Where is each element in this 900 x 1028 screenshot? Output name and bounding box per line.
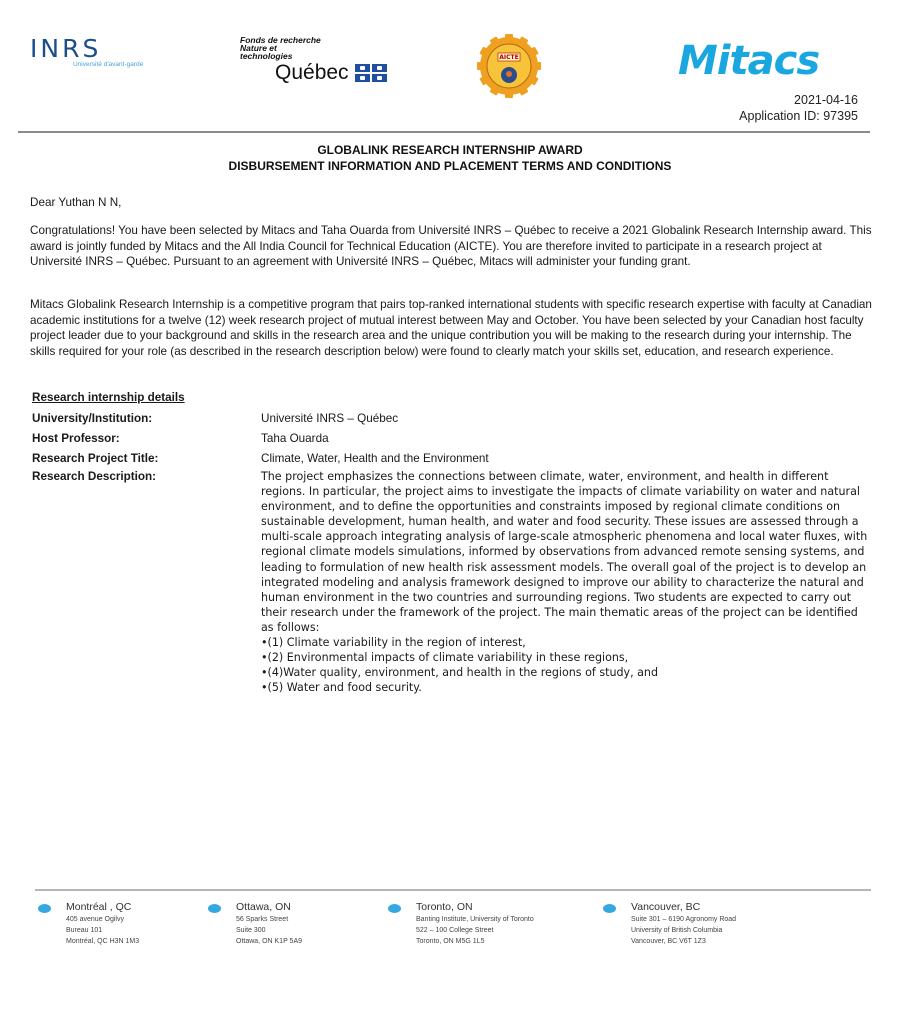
list-item: • (2) Environmental impacts of climate variability in these regions, bbox=[261, 650, 872, 665]
office-address-line: University of British Columbia bbox=[631, 927, 723, 934]
location-dot-icon bbox=[603, 904, 616, 913]
office-address-line: 56 Sparks Street bbox=[236, 916, 289, 923]
paragraph-congratulations: Congratulations! You have been selected by Mitacs and Taha Ouarda from Université INRS – Québec to receive a 2021 Globalink Research Internship award. This award is jointly funded by Mitacs and the All India Council for Technical Education (AICTE). You are therefore invited to participate in a research project at Université INRS – Québec. Pursuant to an agreement with Université INRS – Québec, Mitacs will administer your funding grant. bbox=[30, 224, 872, 269]
application-id: Application ID: 97395 bbox=[739, 109, 858, 123]
location-dot-icon bbox=[388, 904, 401, 913]
mitacs-logo: Mitacs bbox=[678, 38, 820, 84]
detail-value: Université INRS – Québec bbox=[261, 412, 399, 425]
office-address-line: Bureau 101 bbox=[66, 927, 103, 934]
frq-line3: technologies bbox=[240, 51, 293, 61]
letter-date: 2021-04-16 bbox=[794, 93, 858, 107]
salutation: Dear Yuthan N N, bbox=[30, 196, 122, 209]
detail-value: Climate, Water, Health and the Environment bbox=[261, 452, 489, 465]
title-line-1: GLOBALINK RESEARCH INTERNSHIP AWARD bbox=[317, 143, 583, 157]
details-heading: Research internship details bbox=[32, 391, 185, 404]
document-title bbox=[0, 142, 900, 174]
office-city: Ottawa, ON bbox=[236, 901, 291, 913]
office-address-line: 522 – 100 College Street bbox=[416, 927, 494, 934]
detail-row-institution bbox=[32, 411, 872, 427]
office-address-line: Montréal, QC H3N 1M3 bbox=[66, 938, 140, 945]
inrs-logo bbox=[30, 34, 144, 68]
header-divider bbox=[18, 131, 870, 133]
quebec-wordmark: Québec bbox=[275, 61, 349, 84]
office-montreal bbox=[38, 900, 139, 947]
footer-divider bbox=[35, 889, 871, 891]
office-address-line: Suite 300 bbox=[236, 927, 266, 934]
title-line-2: DISBURSEMENT INFORMATION AND PLACEMENT TERMS AND CONDITIONS bbox=[228, 159, 672, 173]
list-item: • (1) Climate variability in the region of interest, bbox=[261, 635, 872, 650]
paragraph-program-description: Mitacs Globalink Research Internship is a competitive program that pairs top-ranked international students with specific research expertise with faculty at Canadian academic institutions for a twelve (12) week research project of mutual interest between May and October. You have been selected by your Canadian host faculty project leader due to your background and skills in the research area and the unique contribution you will be making to the research during your internship. The skills required for your role (as described in the research description below) were found to clearly match your skills set, education, and research experience. bbox=[30, 298, 872, 358]
office-address-line: Toronto, ON M5G 1L5 bbox=[416, 938, 485, 945]
detail-label: Host Professor: bbox=[32, 432, 120, 445]
thematic-areas-list bbox=[261, 635, 872, 695]
inrs-logo-word: INRS bbox=[30, 34, 102, 63]
location-dot-icon bbox=[38, 904, 51, 913]
office-city: Toronto, ON bbox=[416, 901, 473, 913]
office-toronto bbox=[388, 900, 534, 947]
frq-line1: Fonds de recherche bbox=[240, 35, 321, 45]
detail-label: Research Project Title: bbox=[32, 452, 159, 465]
office-city: Vancouver, BC bbox=[631, 901, 701, 913]
office-ottawa bbox=[208, 900, 302, 947]
aicte-emblem-icon bbox=[467, 34, 551, 98]
office-address-line: Vancouver, BC V6T 1Z3 bbox=[631, 938, 706, 945]
office-address-line: 405 avenue Ogilvy bbox=[66, 916, 124, 923]
aicte-label: AICTE bbox=[499, 54, 519, 61]
office-city: Montréal , QC bbox=[66, 901, 132, 913]
detail-label: Research Description: bbox=[32, 470, 157, 483]
frq-quebec-logo bbox=[240, 36, 387, 84]
research-description-text: The project emphasizes the connections between climate, water, environment, and health in different regions. In particular, the project aims to investigate the impacts of climate variability on water and natural environment, and to define the opportunities and constraints imposed by regional climate conditions on sustainable development, human health, and water and food security. These issues are assessed through a multi-scale approach integrating analysis of large-scale atmospheric phenomena and local water fluxes, with regional climate models simulations, informed by observations from advanced remote sensing systems, and leading to formulation of new health risk assessment models. The overall goal of the project is to develop an integrated modeling and analysis framework designed to improve our ability to characterize the natural and human environment in the two countries and surrounding regions. Two students are expected to carry out their research under the framework of the project. The main thematic areas of the project can be identified as follows: bbox=[261, 470, 868, 634]
letter-meta bbox=[739, 92, 858, 124]
office-address-line: Suite 301 – 6190 Agronomy Road bbox=[631, 916, 737, 923]
detail-row-host-professor bbox=[32, 431, 872, 447]
inrs-logo-tagline: Université d'avant-garde bbox=[73, 61, 144, 68]
detail-value-description bbox=[261, 469, 872, 695]
quebec-flag-icon bbox=[355, 64, 387, 82]
detail-value: Taha Ouarda bbox=[261, 432, 329, 445]
office-vancouver bbox=[603, 900, 736, 947]
office-address-line: Ottawa, ON K1P 5A9 bbox=[236, 938, 303, 945]
list-item: • (5) Water and food security. bbox=[261, 680, 872, 695]
detail-row-project-title bbox=[32, 451, 872, 467]
office-address-line: Banting Institute, University of Toronto bbox=[416, 916, 534, 923]
detail-label: University/Institution: bbox=[32, 412, 153, 425]
detail-row-research-description bbox=[32, 469, 872, 695]
location-dot-icon bbox=[208, 904, 221, 913]
list-item: • (4)Water quality, environment, and health in the regions of study, and bbox=[261, 665, 872, 680]
frq-line2: Nature et bbox=[240, 43, 277, 53]
